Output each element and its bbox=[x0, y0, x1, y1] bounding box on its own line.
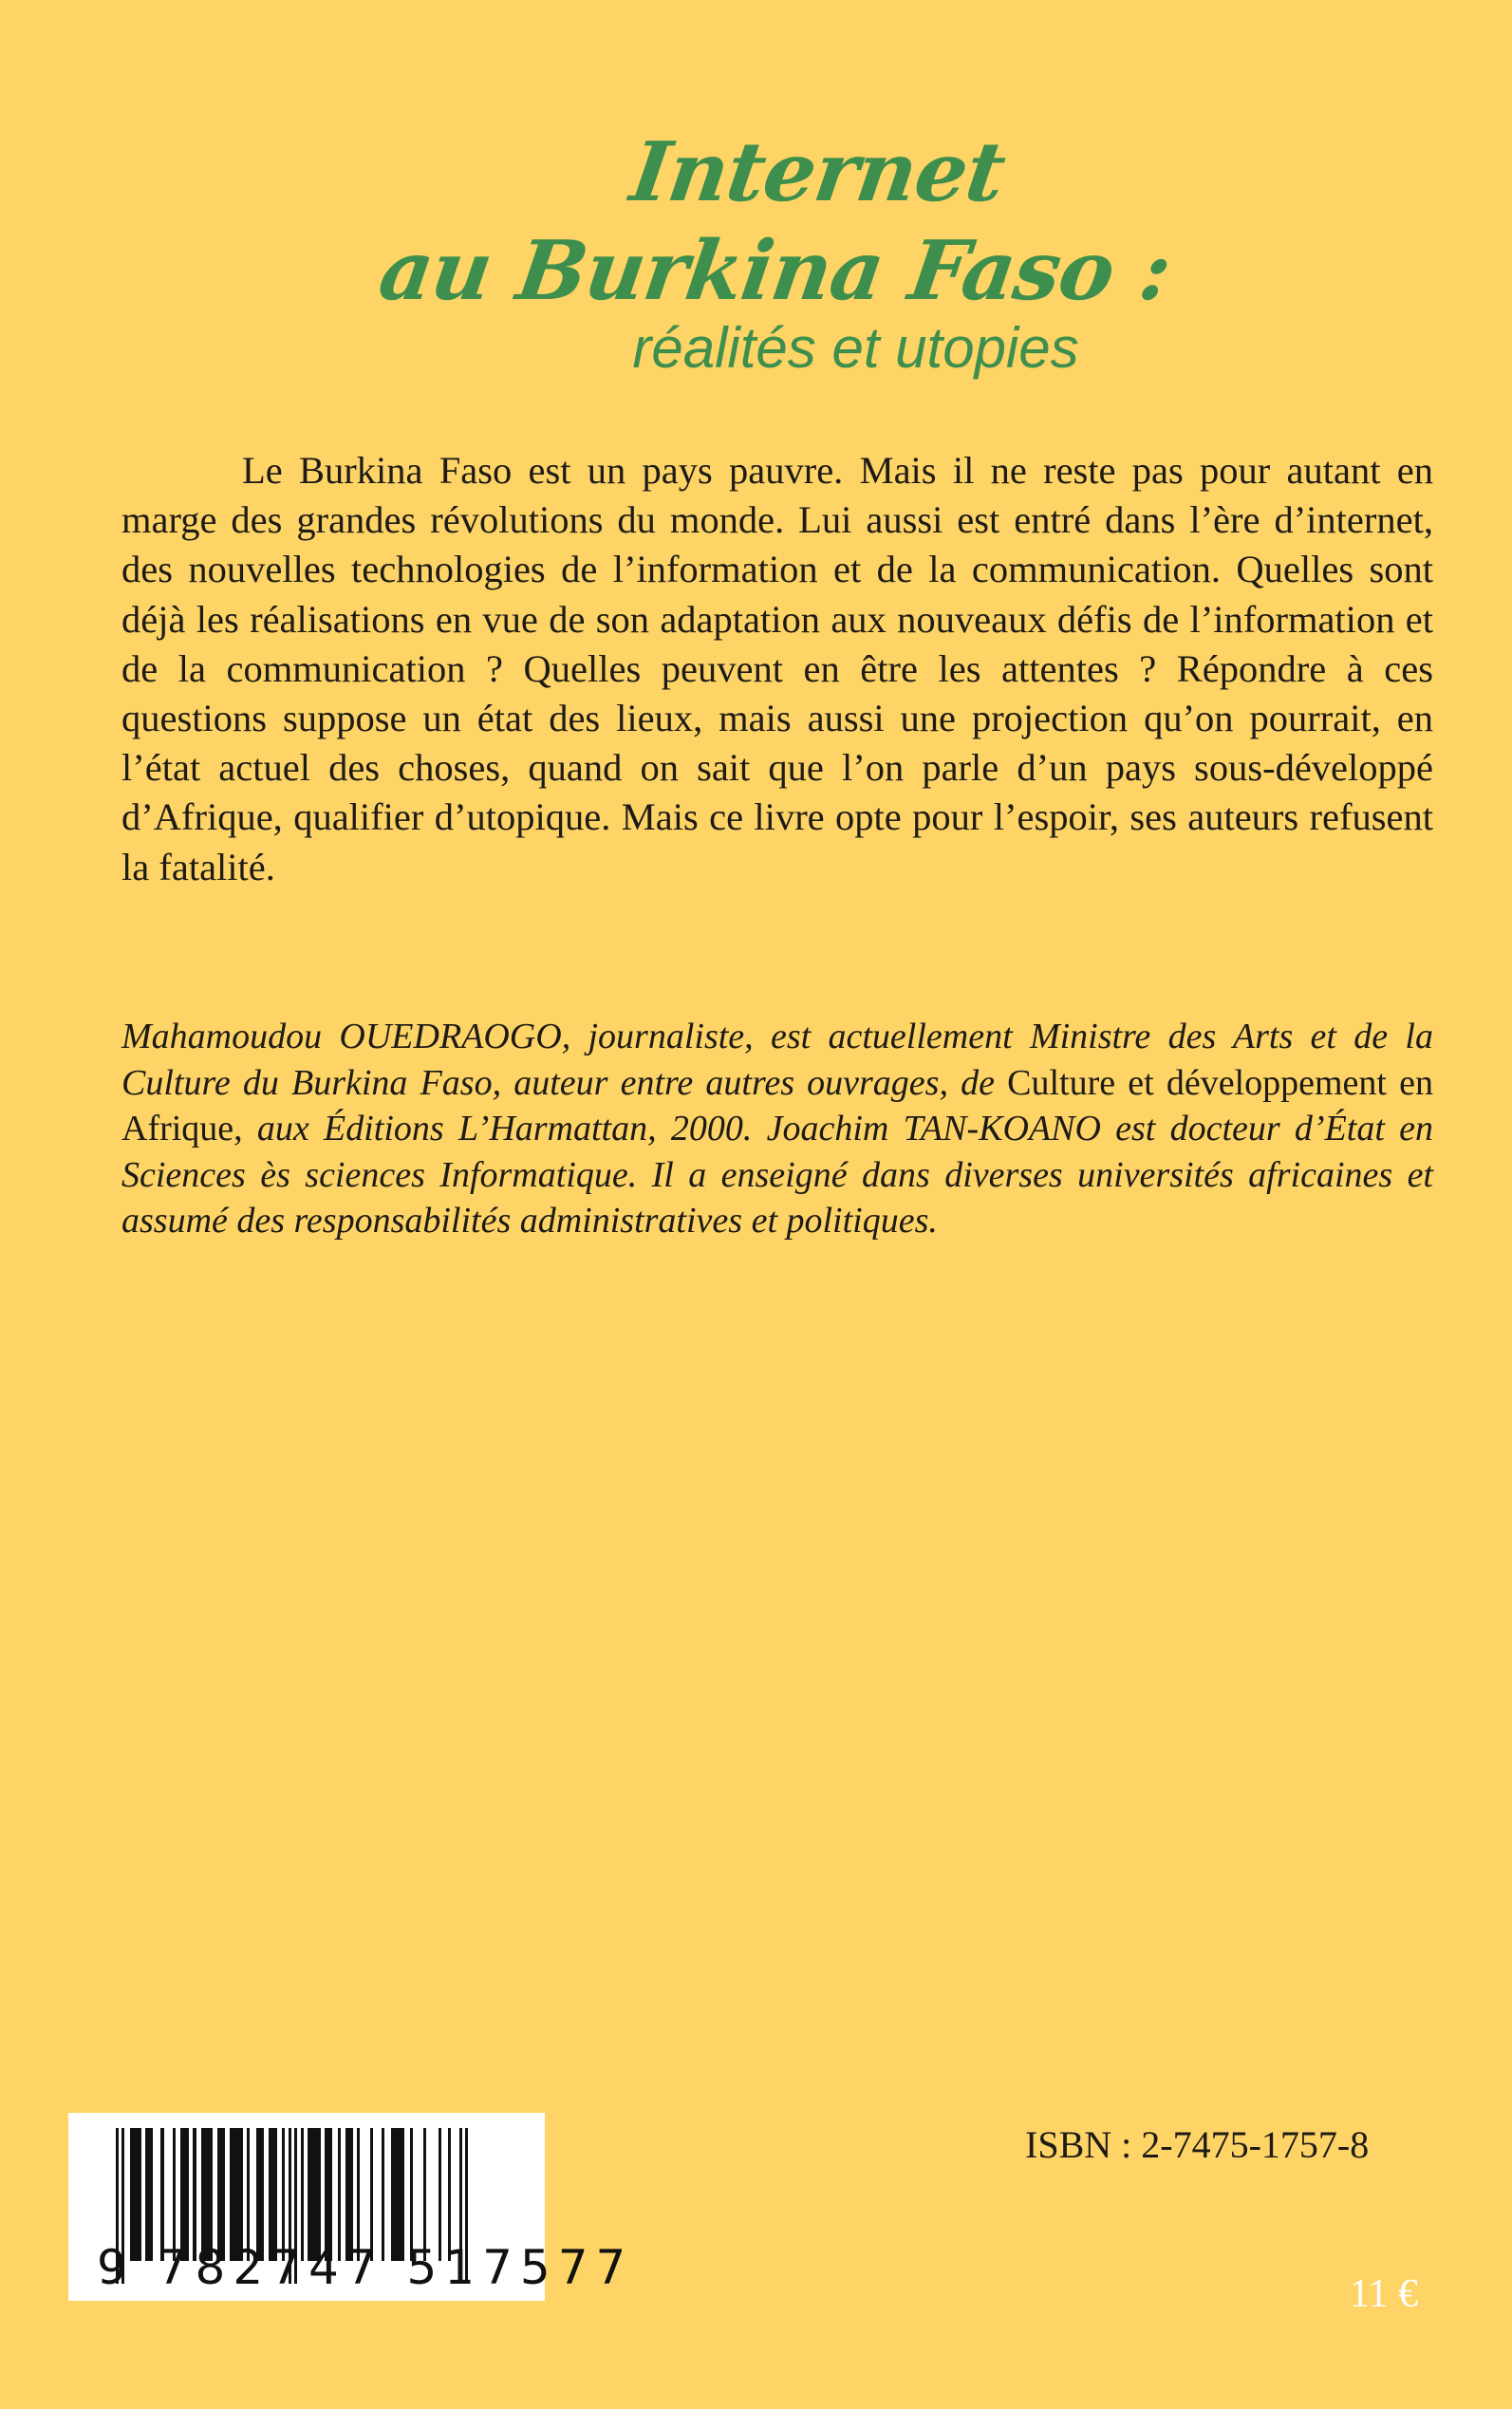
title-line-1: Internet bbox=[625, 124, 1011, 220]
isbn-label: ISBN : 2-7475-1757-8 bbox=[1025, 2123, 1370, 2166]
title-line-2: au Burkina Faso : bbox=[373, 223, 1177, 319]
author-bio bbox=[121, 1014, 1433, 1244]
subtitle: réalités et utopies bbox=[632, 316, 1079, 380]
cover-title-block bbox=[0, 123, 1512, 382]
barcode bbox=[68, 2113, 634, 2301]
price-label: 11 € bbox=[1350, 2272, 1418, 2316]
barcode-digits: 9 782747 517577 bbox=[97, 2240, 634, 2295]
blurb-paragraph: Le Burkina Faso est un pays pauvre. Mais il ne reste pas pour autant en marge des grandes révolutions du monde. Lui aussi est entré dans l’ère d’internet, des nouvelles technologies de l’information et de la communication. Quelles sont déjà les réalisations en vue de son adaptation aux nouveaux défis de l’information et de la communication ? Quelles peuvent en être les attentes ? Répondre à ces questions suppose un état des lieux, mais aussi une projection qu’on pourrait, en l’état actuel des choses, quand on sait que l’on parle d’un pays sous-développé d’Afrique, qualifier d’utopique. Mais ce livre opte pour l’espoir, ses auteurs refusent la fatalité. bbox=[121, 449, 1433, 888]
book-title-reference: Culture et développement en Afrique, bbox=[121, 1062, 1433, 1148]
author-bio-part-1: Mahamoudou OUEDRAOGO, journaliste, est actuellement Ministre des Arts et de la Culture du Burkina Faso, auteur entre autres ouvrages, de bbox=[121, 1017, 1433, 1103]
author-bio-part-2: aux Éditions L’Harmattan, 2000. Joachim TAN-KOANO est docteur d’État en Sciences ès sciences Informatique. Il a enseigné dans diverses universités africaines et assumé des responsabilités administratives et politiques. bbox=[121, 1109, 1433, 1241]
